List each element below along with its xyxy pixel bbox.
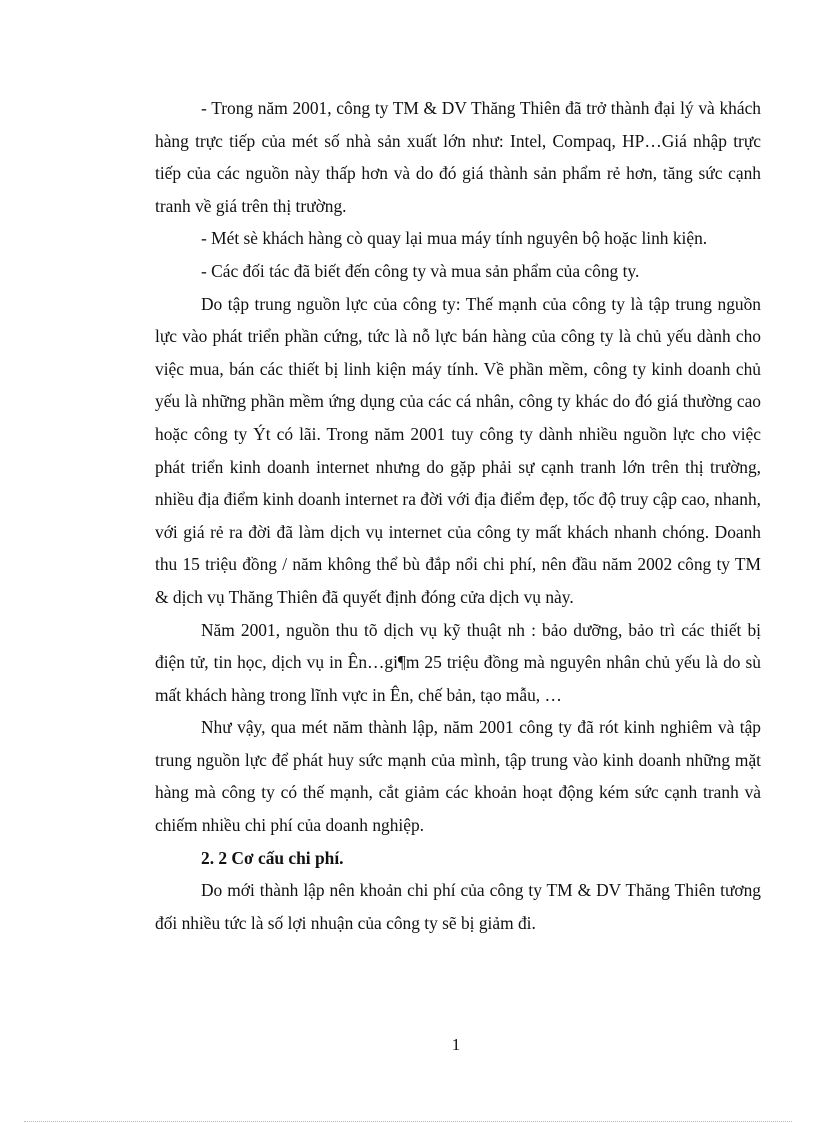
paragraph-summary: Như vậy, qua mét năm thành lập, năm 2001 công ty đã rót kinh nghiêm và tập trung nguồn lực để phát huy sức mạnh của mình, tập trung vào kinh doanh những mặt hàng mà công ty có thế mạnh, cắt giảm các khoản hoạt động kém sức cạnh tranh và chiếm nhiều chi phí của doanh nghiệp. [155, 717, 761, 836]
section-heading: 2. 2 Cơ cấu chi phí. [201, 847, 344, 868]
paragraph-technical-services: Năm 2001, nguồn thu tõ dịch vụ kỹ thuật nh : bảo dưỡng, bảo trì các thiết bị điện tử, tin học, dịch vụ in Ên…gi¶m 25 triệu đồng mà nguyên nhân chủ yếu là do sù mất khách hàng trong lĩnh vực in Ên, chế bản, tạo mẫu, … [155, 619, 761, 705]
page-body [155, 92, 761, 939]
paragraph-partners: - Các đối tác đã biết đến công ty và mua sản phẩm của công ty. [201, 260, 640, 281]
paragraph-resource-focus: Do tập trung nguồn lực của công ty: Thế mạnh của công ty là tập trung nguồn lực vào phát triển phần cứng, tức là nỗ lực bán hàng của công ty là chủ yếu dành cho việc mua, bán các thiết bị linh kiện máy tính. Về phần mềm, công ty kinh doanh chủ yếu là những phần mềm ứng dụng của các cá nhân, công ty khác do đó giá thường cao hoặc công ty Ýt có lãi. Trong năm 2001 tuy công ty dành nhiều nguồn lực cho việc phát triển kinh doanh internet nhưng do gặp phải sự cạnh tranh lớn trên thị trường, nhiều địa điểm kinh doanh internet ra đời với địa điểm đẹp, tốc độ truy cập cao, nhanh, với giá rẻ ra đời đã làm dịch vụ internet của công ty mất khách nhanh chóng. Doanh thu 15 triệu đồng / năm không thể bù đắp nổi chi phí, nên đầu năm 2002 công ty TM & dịch vụ Thăng Thiên đã quyết định đóng cửa dịch vụ này. [155, 293, 761, 607]
page-bottom-divider [24, 1121, 792, 1122]
page-number: 1 [451, 1035, 461, 1054]
paragraph-dealer-status: - Trong năm 2001, công ty TM & DV Thăng Thiên đã trở thành đại lý và khách hàng trực tiếp của mét số nhà sản xuất lớn như: Intel, Compaq, HP…Giá nhập trực tiếp của các nguồn này thấp hơn và do đó giá thành sản phẩm rẻ hơn, tăng sức cạnh tranh về giá trên thị trường. [155, 98, 761, 216]
paragraph-cost-intro: Do mới thành lập nên khoản chi phí của công ty TM & DV Thăng Thiên tương đối nhiều tức là số lợi nhuận của công ty sẽ bị giảm đi. [155, 880, 761, 933]
paragraph-returning-customers: - Mét sè khách hàng cò quay lại mua máy tính nguyên bộ hoặc linh kiện. [201, 228, 708, 249]
